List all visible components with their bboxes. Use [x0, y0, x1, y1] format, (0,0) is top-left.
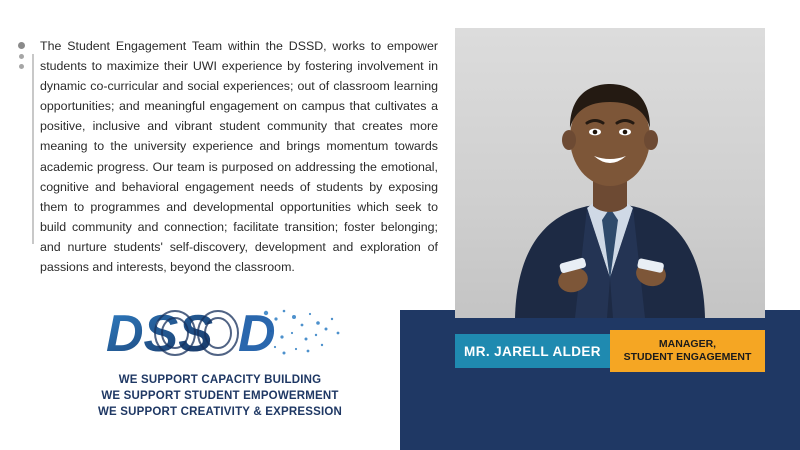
person-name-badge: MR. JARELL ALDER — [455, 334, 610, 368]
decorative-dots-icon — [18, 42, 28, 74]
tagline-line-3: WE SUPPORT CREATIVITY & EXPRESSION — [97, 405, 343, 418]
person-role-badge — [610, 330, 765, 372]
svg-text:D: D — [238, 305, 276, 363]
logo-tagline — [60, 373, 380, 421]
role-line-1: MANAGER, — [658, 337, 717, 350]
svg-text:DSS: DSS — [106, 305, 213, 363]
dssd-logo-icon — [70, 305, 370, 363]
person-figure-illustration — [455, 28, 765, 318]
paragraph-body: The Student Engagement Team within the DSSD, works to empower students to maximize their UWI experience by fostering involvement in dynamic co-curricular and social experiences; out of classroom learning opportunities; and meaningful engagement on campus that cultivates a positive, inclusive and vibrant student community that creates more meaning to the university experience and brings momentum towards academic progress. Our team is purposed on addressing the emotional, cognitive and behavioral engagement needs of students by exposing them to programmes and developmental opportunities which seek to build community and connection; facilitate transition; foster belonging; and nurture students' self-discovery, development and exploration of passions and interests, beyond the classroom. — [40, 39, 438, 275]
body-text-panel — [18, 36, 438, 277]
role-line-2: STUDENT ENGAGEMENT — [623, 351, 752, 363]
tagline-line-2: WE SUPPORT STUDENT EMPOWERMENT — [101, 389, 339, 402]
tagline-line-1: WE SUPPORT CAPACITY BUILDING — [118, 374, 322, 386]
person-photo — [455, 28, 765, 318]
dssd-logo-block — [60, 305, 380, 421]
vertical-rule-divider — [32, 54, 34, 244]
dssd-wordmark — [60, 305, 380, 363]
